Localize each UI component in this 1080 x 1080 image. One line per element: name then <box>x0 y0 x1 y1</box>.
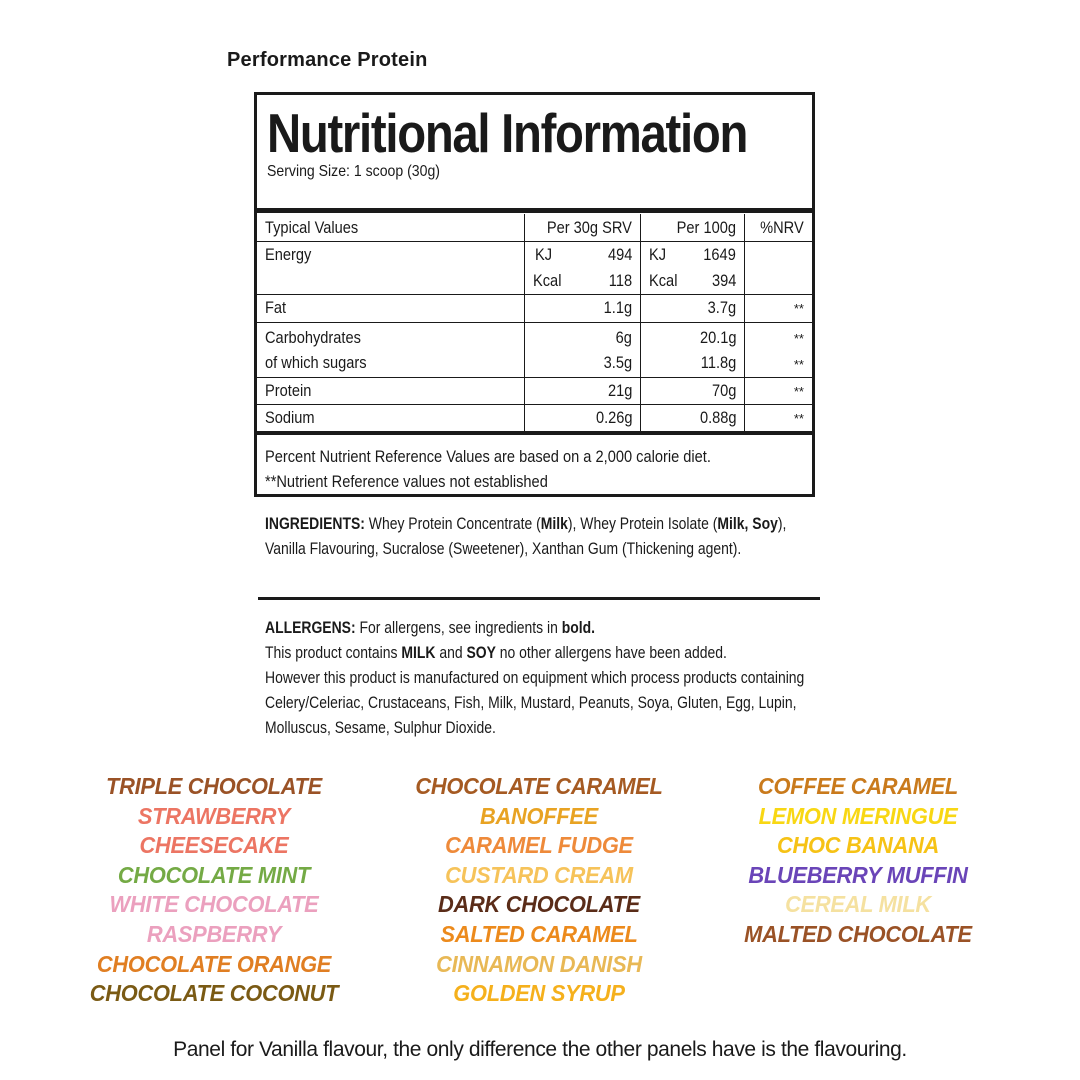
allergens-text: This product contains <box>265 643 402 662</box>
row-label: Sodium <box>265 408 315 427</box>
allergens-bold-word: bold. <box>561 618 596 637</box>
nutrition-panel <box>254 92 815 497</box>
table-row-carbohydrates <box>257 323 812 378</box>
section-divider <box>258 597 820 600</box>
ingredients-text: Whey Protein Concentrate ( <box>364 514 541 533</box>
row-label: Fat <box>265 298 287 317</box>
table-row-energy <box>257 242 812 295</box>
value-nrv: ** <box>793 301 804 316</box>
value-serving-sugars: 3.5g <box>603 353 633 372</box>
flavour-item: SALTED CARAMEL <box>440 920 638 947</box>
flavour-item: MALTED CHOCOLATE <box>744 920 972 947</box>
footnote <box>265 444 711 494</box>
kcal-unit: Kcal <box>533 271 562 290</box>
flavour-item: CHOCOLATE MINT <box>117 861 311 888</box>
value-serving: 21g <box>607 381 633 400</box>
table-row-sodium <box>257 405 812 432</box>
flavour-item: WHITE CHOCOLATE <box>109 891 319 918</box>
allergens-text: no other allergens have been added. <box>495 643 727 662</box>
value-nrv: ** <box>793 411 804 426</box>
flavour-item: TRIPLE CHOCOLATE <box>106 773 322 799</box>
flavour-column-3 <box>688 772 1028 950</box>
row-label: Protein <box>265 381 312 400</box>
serving-size: Serving Size: 1 scoop (30g) <box>267 163 440 180</box>
flavour-item: CHOC BANANA <box>777 832 939 859</box>
flavour-item: COFFEE CARAMEL <box>758 773 958 799</box>
header-per-100g: Per 100g <box>676 218 737 237</box>
ingredients-text: ), Vanilla Flavouring, Sucralose (Sweetener), Xanthan Gum (Thickening agent). <box>265 514 787 558</box>
header-divider <box>257 208 812 213</box>
value-nrv: ** <box>793 331 804 346</box>
value-nrv: ** <box>793 384 804 399</box>
flavour-item: CHOCOLATE ORANGE <box>96 950 332 977</box>
caption: Panel for Vanilla flavour, the only difference the other panels have is the flavouring. <box>173 1038 907 1061</box>
header-typical-values: Typical Values <box>265 218 359 237</box>
ingredients-label: INGREDIENTS: <box>265 514 365 533</box>
value-100g-kj: 1649 <box>703 245 737 264</box>
row-sublabel: of which sugars <box>265 353 367 372</box>
flavour-item: CUSTARD CREAM <box>445 861 633 888</box>
flavour-item: STRAWBERRY <box>137 802 291 829</box>
flavour-item: CARAMEL FUDGE <box>445 832 633 859</box>
ingredients-block <box>265 511 806 561</box>
flavour-item: GOLDEN SYRUP <box>453 980 625 1007</box>
flavour-item: LEMON MERINGUE <box>758 802 958 829</box>
footnote-divider <box>257 431 812 435</box>
table-row-fat <box>257 295 812 323</box>
value-serving-kj: 494 <box>607 245 633 264</box>
allergen-milk: Milk <box>540 514 568 533</box>
value-100g: 70g <box>711 381 737 400</box>
value-100g-kcal: 394 <box>711 271 737 290</box>
flavour-item: CEREAL MILK <box>785 891 931 918</box>
row-label: Energy <box>265 245 312 264</box>
nutrition-table <box>257 214 812 431</box>
flavour-item: BLUEBERRY MUFFIN <box>748 861 968 888</box>
allergens-label: ALLERGENS: <box>265 618 356 637</box>
allergen-milk: MILK <box>401 643 436 662</box>
product-name: Performance Protein <box>227 49 428 71</box>
value-100g: 3.7g <box>707 298 737 317</box>
kj-unit: KJ <box>649 245 667 264</box>
row-label: Carbohydrates <box>265 328 361 347</box>
flavour-item: CHOCOLATE COCONUT <box>89 980 339 1007</box>
header-nrv: %NRV <box>760 218 804 237</box>
value-nrv-sugars: ** <box>793 357 804 372</box>
allergen-milk-soy: Milk, Soy <box>717 514 778 533</box>
flavour-item: DARK CHOCOLATE <box>438 891 640 918</box>
flavour-item: BANOFFEE <box>480 802 598 829</box>
value-serving-kcal: 118 <box>608 271 633 290</box>
table-row-protein <box>257 378 812 405</box>
flavour-item: CHEESECAKE <box>139 832 289 859</box>
value-100g: 0.88g <box>699 408 737 427</box>
flavour-item: CINNAMON DANISH <box>436 950 642 977</box>
value-serving: 1.1g <box>603 298 633 317</box>
value-serving: 0.26g <box>595 408 633 427</box>
panel-title: Nutritional Information <box>267 102 748 164</box>
value-serving: 6g <box>615 328 633 347</box>
value-100g: 20.1g <box>699 328 737 347</box>
flavour-column-2 <box>369 772 709 1009</box>
flavour-column-1 <box>44 772 384 1009</box>
header-per-serving: Per 30g SRV <box>546 218 633 237</box>
kcal-unit: Kcal <box>649 271 678 290</box>
ingredients-text: ), Whey Protein Isolate ( <box>567 514 718 533</box>
flavour-item: CHOCOLATE CARAMEL <box>415 773 663 799</box>
cross-contamination-notice: However this product is manufactured on equipment which process products containing Celery/Celeriac, Crustaceans, Fish, Milk, Mustard, Peanuts, Soya, Gluten, Egg, Lupin, Molluscus, Sesame, Sulphur Dioxide. <box>265 668 805 737</box>
table-header-row <box>257 214 812 242</box>
allergens-block <box>265 615 823 740</box>
footnote-not-established: **Nutrient Reference values not established <box>265 472 548 491</box>
allergens-text: For allergens, see ingredients in <box>355 618 562 637</box>
footnote-nrv-basis: Percent Nutrient Reference Values are based on a 2,000 calorie diet. <box>265 447 711 466</box>
value-100g-sugars: 11.8g <box>700 353 737 372</box>
allergen-soy: SOY <box>466 643 496 662</box>
kj-unit: KJ <box>535 245 553 264</box>
allergens-text: and <box>435 643 467 662</box>
flavour-item: RASPBERRY <box>146 920 282 947</box>
